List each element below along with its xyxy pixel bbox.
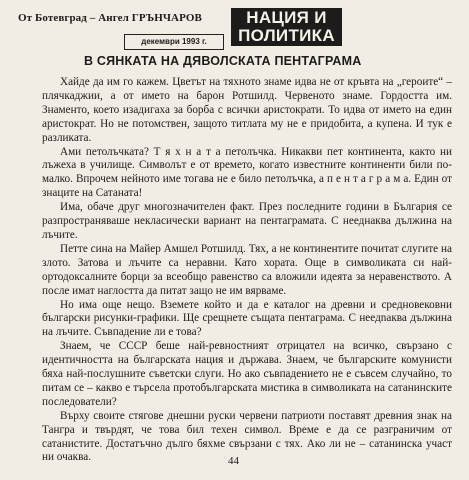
- paragraph: Но има още нещо. Вземете който и да е каталог на древни и средновековни български рисунки-графики. Ще срещнете същата пентаграма. С неедnaква дължина на лъчите. Съвпадение ли е това?: [42, 298, 452, 339]
- article-title: В СЯНКАТА НА ДЯВОЛСКАТА ПЕНТАГРАМА: [84, 54, 362, 68]
- logo-line-1: НАЦИЯ И: [246, 8, 327, 27]
- page-number: 44: [228, 455, 239, 467]
- author-byline: От Ботевград – Ангел ГРЪНЧАРОВ: [18, 12, 202, 24]
- article-body: [42, 76, 452, 465]
- paragraph: Върху своите стягове днешни руски червени патриоти поставят древния знак на Тангра и твърдят, че това бил техен символ. Време е да се разграничим от сатанистите. Достатъчно дълго бяхме свързани с тях. Ако ли не – сатанинска участ ни очаква.: [42, 409, 452, 464]
- publication-logo: [231, 8, 342, 46]
- paragraph: Има, обаче друг многозначителен факт. През последните години в България се разпространяваше некласически вариант на пентаграмата. С нееднаква дължина на лъчите.: [42, 201, 452, 241]
- paragraph: Ами петолъчката? Т я х н а т а петолъчка. Никакви пет континента, както ни лъжеха в училище. Символът е от времето, когато известните континенти били по-малко. Впрочем нейното име тогава не е било петолъчка, а п е н т а г р а м а. Един от знаците на Сатаната!: [42, 145, 452, 200]
- date-box: декември 1993 г.: [124, 34, 224, 50]
- paragraph: Хайде да им го кажем. Цветът на тяхното знаме идва не от кръвта на „героите“ – плячкаджии, а от името на барон Ротшилд. Червеното знаме. Гордостта им. Знаменто, което изадигаха за борба с всички аристократи. То идва от името на един аристократ. Но не потомствен, защото титлата му не е придобита, а купена. И тук е разликата.: [42, 76, 452, 144]
- logo-line-2: ПОЛИТИКА: [238, 26, 335, 45]
- paragraph: Петте сина на Майер Амшел Ротшилд. Тях, а не континентите почитат слугите на злото. Затова и лъчите са неравни. Като хората. Още в символиката си най-ортодоксалните борци за всеобщо равенство са вложили идеята за неравенството. А после имат наглостта да питат защо не им вярваме.: [42, 242, 452, 297]
- paragraph: Знаем, че СССР беше най-ревностният отрицател на всичко, свързано с идентичността на българската нация и държава. Знаем, че българските комунисти бяха най-послушните съветски слуги. Но ако съвпадението не е съвсем случайно, то питам се – какво е търсела протобългарската мистика в символиката на сатанинските последователи?: [42, 340, 452, 408]
